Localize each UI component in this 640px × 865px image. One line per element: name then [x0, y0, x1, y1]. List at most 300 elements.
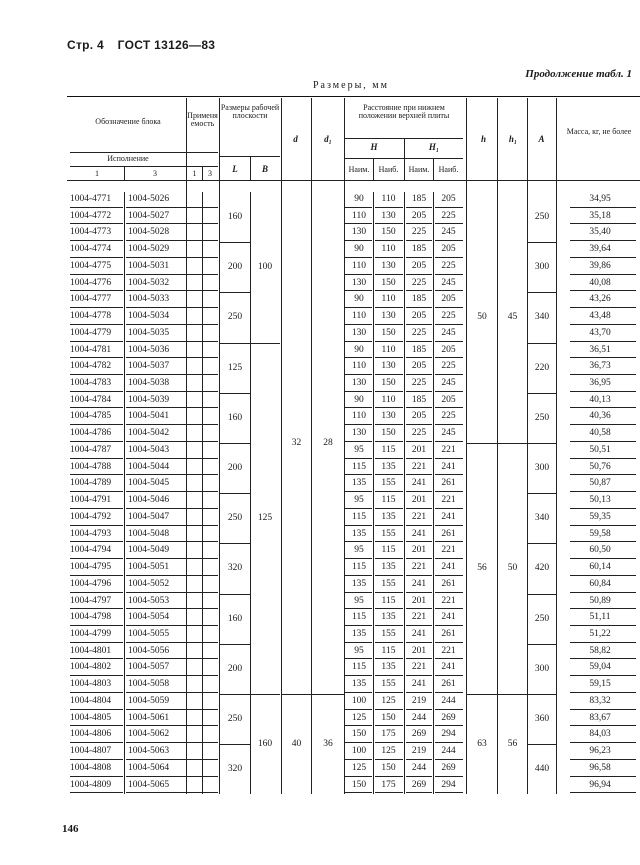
row-underline — [570, 709, 636, 710]
row-underline — [126, 525, 186, 526]
row-underline — [70, 675, 123, 676]
row-underline — [203, 290, 218, 291]
h-max-value: 115 — [381, 595, 396, 606]
h-max-value: 175 — [381, 779, 396, 790]
h-max-value: 110 — [381, 194, 396, 204]
row-underline — [203, 274, 218, 275]
a-value: 420 — [534, 563, 550, 574]
row-underline — [435, 608, 463, 609]
h1-min-value: 225 — [411, 277, 427, 288]
row-underline — [345, 541, 372, 542]
h1-min-value: 185 — [411, 344, 427, 355]
merged-group-rule — [220, 242, 250, 243]
row-underline — [126, 307, 186, 308]
b-value: 160 — [257, 739, 273, 750]
designation-exec-3: 1004-5063 — [128, 746, 170, 757]
row-underline — [345, 290, 372, 291]
designation-exec-1: 1004-4795 — [70, 562, 112, 573]
row-underline — [435, 391, 463, 392]
d1-value: 28 — [323, 437, 333, 448]
h-min-value: 110 — [352, 260, 366, 271]
row-underline — [70, 341, 123, 342]
row-underline — [406, 742, 432, 743]
row-underline — [70, 575, 123, 576]
h-min-value: 100 — [351, 746, 367, 757]
execution-bottom-rule — [70, 166, 218, 167]
h1-min-value: 185 — [411, 294, 427, 305]
h1-min-value: 225 — [411, 428, 427, 439]
row-underline — [435, 441, 463, 442]
row-underline — [435, 223, 463, 224]
table-top-rule — [67, 96, 640, 97]
body-column-separator — [202, 192, 203, 794]
b-value: 100 — [257, 262, 273, 273]
row-underline — [375, 307, 403, 308]
h-min-value: 115 — [352, 461, 366, 472]
designation-exec-1: 1004-4778 — [70, 311, 112, 322]
row-underline — [187, 575, 202, 576]
row-underline — [203, 307, 218, 308]
row-underline — [126, 675, 186, 676]
row-underline — [570, 341, 636, 342]
header-exec-1: 1 — [95, 169, 99, 178]
designation-exec-3: 1004-5026 — [128, 194, 170, 204]
header-subcolumn-separator — [250, 156, 251, 180]
row-underline — [187, 792, 202, 793]
row-underline — [570, 541, 636, 542]
h1-min-value: 221 — [411, 511, 427, 522]
row-underline — [570, 207, 636, 208]
row-underline — [203, 257, 218, 258]
designation-exec-1: 1004-4785 — [70, 411, 112, 422]
h1-min-value: 185 — [411, 394, 427, 405]
header-subcolumn-separator — [373, 158, 374, 180]
h1-max-value: 261 — [441, 578, 456, 589]
designation-exec-1: 1004-4799 — [70, 628, 112, 639]
row-underline — [375, 725, 403, 726]
mass-value: 50,76 — [589, 461, 611, 472]
merged-group-rule — [220, 493, 250, 494]
a-value: 250 — [534, 212, 550, 223]
header-bottom-rule — [67, 180, 640, 181]
designation-exec-3: 1004-5064 — [128, 762, 170, 773]
row-underline — [375, 541, 403, 542]
row-underline — [126, 240, 186, 241]
row-underline — [406, 658, 432, 659]
designation-exec-1: 1004-4806 — [70, 729, 112, 740]
h-value: 56 — [477, 563, 487, 574]
h1-min-value: 201 — [411, 545, 427, 556]
h1-max-value: 261 — [441, 628, 456, 639]
row-underline — [203, 357, 218, 358]
merged-group-rule — [220, 443, 250, 444]
designation-exec-3: 1004-5038 — [128, 378, 170, 389]
row-underline — [570, 575, 636, 576]
h-max-value: 125 — [381, 746, 396, 757]
designation-exec-3: 1004-5035 — [128, 327, 170, 338]
row-underline — [70, 725, 123, 726]
designation-exec-1: 1004-4803 — [70, 679, 112, 690]
merged-group-rule — [467, 694, 497, 695]
header-d: d — [293, 134, 298, 144]
row-underline — [375, 608, 403, 609]
row-underline — [126, 458, 186, 459]
row-underline — [203, 776, 218, 777]
header-h: h — [480, 134, 486, 144]
row-underline — [70, 474, 123, 475]
h-max-value: 110 — [381, 244, 396, 255]
row-underline — [435, 692, 463, 693]
h-min-value: 135 — [351, 478, 367, 489]
row-underline — [345, 776, 372, 777]
designation-exec-3: 1004-5057 — [128, 662, 170, 673]
h-max-value: 130 — [381, 311, 396, 322]
h-min-value: 135 — [351, 628, 367, 639]
header-mass: Масса, кг, не более — [566, 127, 632, 136]
row-underline — [406, 458, 432, 459]
mass-value: 39,86 — [589, 260, 611, 271]
merged-group-rule — [220, 543, 250, 544]
mass-value: 96,58 — [589, 762, 611, 773]
h-min-value: 130 — [351, 277, 367, 288]
row-underline — [203, 692, 218, 693]
row-underline — [203, 525, 218, 526]
merged-group-rule — [528, 543, 556, 544]
h-min-value: 90 — [354, 344, 364, 355]
mass-value: 34,95 — [589, 194, 611, 204]
b-value: 125 — [257, 513, 273, 524]
row-underline — [203, 491, 218, 492]
h-min-value: 135 — [351, 679, 367, 690]
mass-value: 59,35 — [589, 511, 611, 522]
mass-value: 35,18 — [589, 210, 611, 221]
row-underline — [70, 290, 123, 291]
row-underline — [570, 608, 636, 609]
row-underline — [435, 558, 463, 559]
header-app-3: 3 — [208, 169, 212, 178]
header-subcolumn-separator — [202, 166, 203, 180]
row-underline — [203, 474, 218, 475]
h-min-value: 95 — [354, 495, 364, 506]
h-min-value: 115 — [352, 612, 366, 623]
h-min-value: 95 — [354, 444, 364, 455]
row-underline — [187, 692, 202, 693]
designation-exec-3: 1004-5034 — [128, 311, 170, 322]
row-underline — [70, 692, 123, 693]
row-underline — [126, 223, 186, 224]
row-underline — [570, 290, 636, 291]
row-underline — [126, 508, 186, 509]
row-underline — [187, 341, 202, 342]
h-min-value: 110 — [352, 361, 366, 372]
row-underline — [187, 642, 202, 643]
row-underline — [345, 357, 372, 358]
designation-exec-3: 1004-5047 — [128, 511, 170, 522]
row-underline — [187, 658, 202, 659]
h1-min-value: 185 — [411, 194, 427, 204]
row-underline — [187, 441, 202, 442]
h1-min-value: 225 — [411, 227, 427, 238]
row-underline — [70, 608, 123, 609]
row-underline — [203, 608, 218, 609]
h1-value: 56 — [507, 739, 518, 750]
l-value: 250 — [227, 713, 243, 724]
h-max-value: 110 — [381, 394, 396, 405]
header-execution: Исполнение — [107, 154, 149, 163]
mass-value: 39,64 — [589, 244, 611, 255]
l-value: 320 — [227, 764, 243, 775]
h1-min-value: 205 — [411, 260, 427, 271]
row-underline — [435, 257, 463, 258]
standard-number: ГОСТ 13126—83 — [117, 38, 216, 52]
row-underline — [126, 324, 186, 325]
row-underline — [345, 491, 372, 492]
row-underline — [187, 474, 202, 475]
h1-max-value: 294 — [441, 779, 456, 790]
h1-max-value: 245 — [441, 428, 456, 439]
row-underline — [375, 290, 403, 291]
row-underline — [187, 357, 202, 358]
row-underline — [126, 290, 186, 291]
row-underline — [70, 525, 123, 526]
h-min-value: 130 — [351, 227, 367, 238]
h1-min-value: 241 — [411, 578, 427, 589]
row-underline — [435, 776, 463, 777]
l-value: 320 — [227, 563, 243, 574]
row-underline — [126, 575, 186, 576]
mass-value: 50,89 — [589, 595, 611, 606]
mass-value: 59,58 — [589, 528, 611, 539]
row-underline — [570, 474, 636, 475]
designation-exec-1: 1004-4801 — [70, 645, 112, 656]
row-underline — [345, 391, 372, 392]
row-underline — [570, 625, 636, 626]
row-underline — [345, 792, 372, 793]
row-underline — [435, 407, 463, 408]
row-underline — [406, 491, 432, 492]
merged-group-rule — [528, 343, 556, 344]
row-underline — [203, 592, 218, 593]
mass-value: 84,03 — [589, 729, 611, 740]
row-underline — [187, 525, 202, 526]
h-max-value: 115 — [381, 444, 396, 455]
l-value: 200 — [227, 262, 243, 273]
row-underline — [345, 407, 372, 408]
row-underline — [435, 759, 463, 760]
merged-group-rule — [528, 594, 556, 595]
row-underline — [435, 675, 463, 676]
row-underline — [406, 407, 432, 408]
row-underline — [203, 407, 218, 408]
row-underline — [70, 424, 123, 425]
mass-value: 36,51 — [589, 344, 611, 355]
h1-max-value: 221 — [441, 545, 456, 556]
h-max-value: 135 — [381, 612, 396, 623]
h-max-value: 115 — [381, 545, 396, 556]
h1-max-value: 225 — [441, 361, 456, 372]
designation-exec-3: 1004-5041 — [128, 411, 170, 422]
designation-exec-3: 1004-5031 — [128, 260, 170, 271]
row-underline — [406, 374, 432, 375]
row-underline — [345, 341, 372, 342]
execution-top-rule — [70, 152, 218, 153]
row-underline — [406, 776, 432, 777]
row-underline — [435, 240, 463, 241]
a-value: 440 — [534, 764, 550, 775]
mass-value: 50,51 — [589, 444, 611, 455]
h-min-value: 95 — [354, 595, 364, 606]
row-underline — [187, 424, 202, 425]
row-underline — [187, 709, 202, 710]
h1-min-value: 205 — [411, 411, 427, 422]
h1-min-value: 221 — [411, 662, 427, 673]
sizes-caption: Размеры, мм — [313, 80, 389, 91]
row-underline — [406, 692, 432, 693]
row-underline — [435, 592, 463, 593]
row-underline — [375, 341, 403, 342]
h1-min-value: 201 — [411, 645, 427, 656]
h1-min-value: 244 — [411, 712, 427, 723]
merged-group-rule — [528, 443, 556, 444]
row-underline — [435, 341, 463, 342]
designation-exec-3: 1004-5039 — [128, 394, 170, 405]
row-underline — [435, 357, 463, 358]
row-underline — [406, 709, 432, 710]
row-underline — [375, 742, 403, 743]
h-max-value: 150 — [381, 327, 396, 338]
row-underline — [375, 525, 403, 526]
row-underline — [126, 474, 186, 475]
designation-exec-3: 1004-5054 — [128, 612, 170, 623]
row-underline — [375, 675, 403, 676]
a-value: 300 — [534, 262, 550, 273]
row-underline — [375, 592, 403, 593]
designation-exec-1: 1004-4793 — [70, 528, 112, 539]
designation-exec-1: 1004-4781 — [70, 344, 112, 355]
row-underline — [126, 776, 186, 777]
row-underline — [570, 792, 636, 793]
designation-exec-1: 1004-4791 — [70, 495, 112, 506]
row-underline — [70, 541, 123, 542]
row-underline — [570, 274, 636, 275]
row-underline — [345, 692, 372, 693]
l-value: 200 — [227, 463, 243, 474]
row-underline — [70, 642, 123, 643]
row-underline — [126, 357, 186, 358]
row-underline — [435, 374, 463, 375]
row-underline — [375, 792, 403, 793]
row-underline — [126, 541, 186, 542]
l-value: 160 — [227, 212, 243, 223]
h-min-value: 100 — [351, 695, 367, 706]
row-underline — [70, 274, 123, 275]
designation-exec-1: 1004-4786 — [70, 428, 112, 439]
designation-exec-3: 1004-5046 — [128, 495, 170, 506]
h1-max-value: 225 — [441, 210, 456, 221]
designation-exec-3: 1004-5048 — [128, 528, 170, 539]
h1-min-value: 221 — [411, 612, 427, 623]
row-underline — [345, 508, 372, 509]
header-distance: Расстояние при нижнем положении верхней плиты — [358, 103, 450, 121]
mass-value: 50,87 — [589, 478, 611, 489]
designation-exec-3: 1004-5033 — [128, 294, 170, 305]
row-underline — [187, 675, 202, 676]
row-underline — [345, 625, 372, 626]
row-underline — [570, 324, 636, 325]
row-underline — [126, 207, 186, 208]
row-underline — [570, 441, 636, 442]
h1-min-value: 241 — [411, 528, 427, 539]
row-underline — [375, 776, 403, 777]
row-underline — [406, 625, 432, 626]
merged-group-rule — [528, 292, 556, 293]
row-underline — [406, 391, 432, 392]
h1-min-value: 269 — [411, 729, 427, 740]
merged-group-rule — [498, 694, 527, 695]
h1-min-value: 219 — [411, 746, 427, 757]
row-underline — [187, 240, 202, 241]
a-value: 300 — [534, 463, 550, 474]
row-underline — [345, 374, 372, 375]
h-max-value: 155 — [381, 628, 396, 639]
row-underline — [203, 324, 218, 325]
h1-min-value: 221 — [411, 461, 427, 472]
row-underline — [126, 341, 186, 342]
designation-exec-3: 1004-5052 — [128, 578, 170, 589]
row-underline — [570, 491, 636, 492]
row-underline — [70, 558, 123, 559]
row-underline — [345, 759, 372, 760]
row-underline — [435, 274, 463, 275]
h-max-value: 150 — [381, 712, 396, 723]
row-underline — [406, 541, 432, 542]
header-exec-3: 3 — [153, 169, 157, 178]
mass-value: 43,26 — [589, 294, 611, 305]
row-underline — [203, 508, 218, 509]
designation-exec-3: 1004-5061 — [128, 712, 170, 723]
row-underline — [187, 374, 202, 375]
row-underline — [126, 441, 186, 442]
row-underline — [203, 575, 218, 576]
row-underline — [345, 257, 372, 258]
l-value: 250 — [227, 513, 243, 524]
h1-min-value: 241 — [411, 679, 427, 690]
row-underline — [345, 424, 372, 425]
mass-value: 43,48 — [589, 311, 611, 322]
row-underline — [375, 575, 403, 576]
h1-min-value: 201 — [411, 444, 427, 455]
row-underline — [70, 240, 123, 241]
l-value: 250 — [227, 312, 243, 323]
row-underline — [187, 625, 202, 626]
h1-min-value: 244 — [411, 762, 427, 773]
row-underline — [406, 592, 432, 593]
mass-value: 36,73 — [589, 361, 611, 372]
designation-exec-3: 1004-5049 — [128, 545, 170, 556]
header-H-min: Наим. — [348, 165, 370, 174]
row-underline — [570, 391, 636, 392]
row-underline — [406, 341, 432, 342]
merged-group-rule — [220, 292, 250, 293]
d-value: 32 — [291, 437, 302, 448]
merged-group-rule — [220, 343, 250, 344]
h1-max-value: 205 — [441, 194, 456, 204]
h-max-value: 135 — [381, 562, 396, 573]
row-underline — [187, 725, 202, 726]
row-underline — [406, 474, 432, 475]
h-min-value: 135 — [351, 578, 367, 589]
h1-max-value: 241 — [441, 662, 456, 673]
